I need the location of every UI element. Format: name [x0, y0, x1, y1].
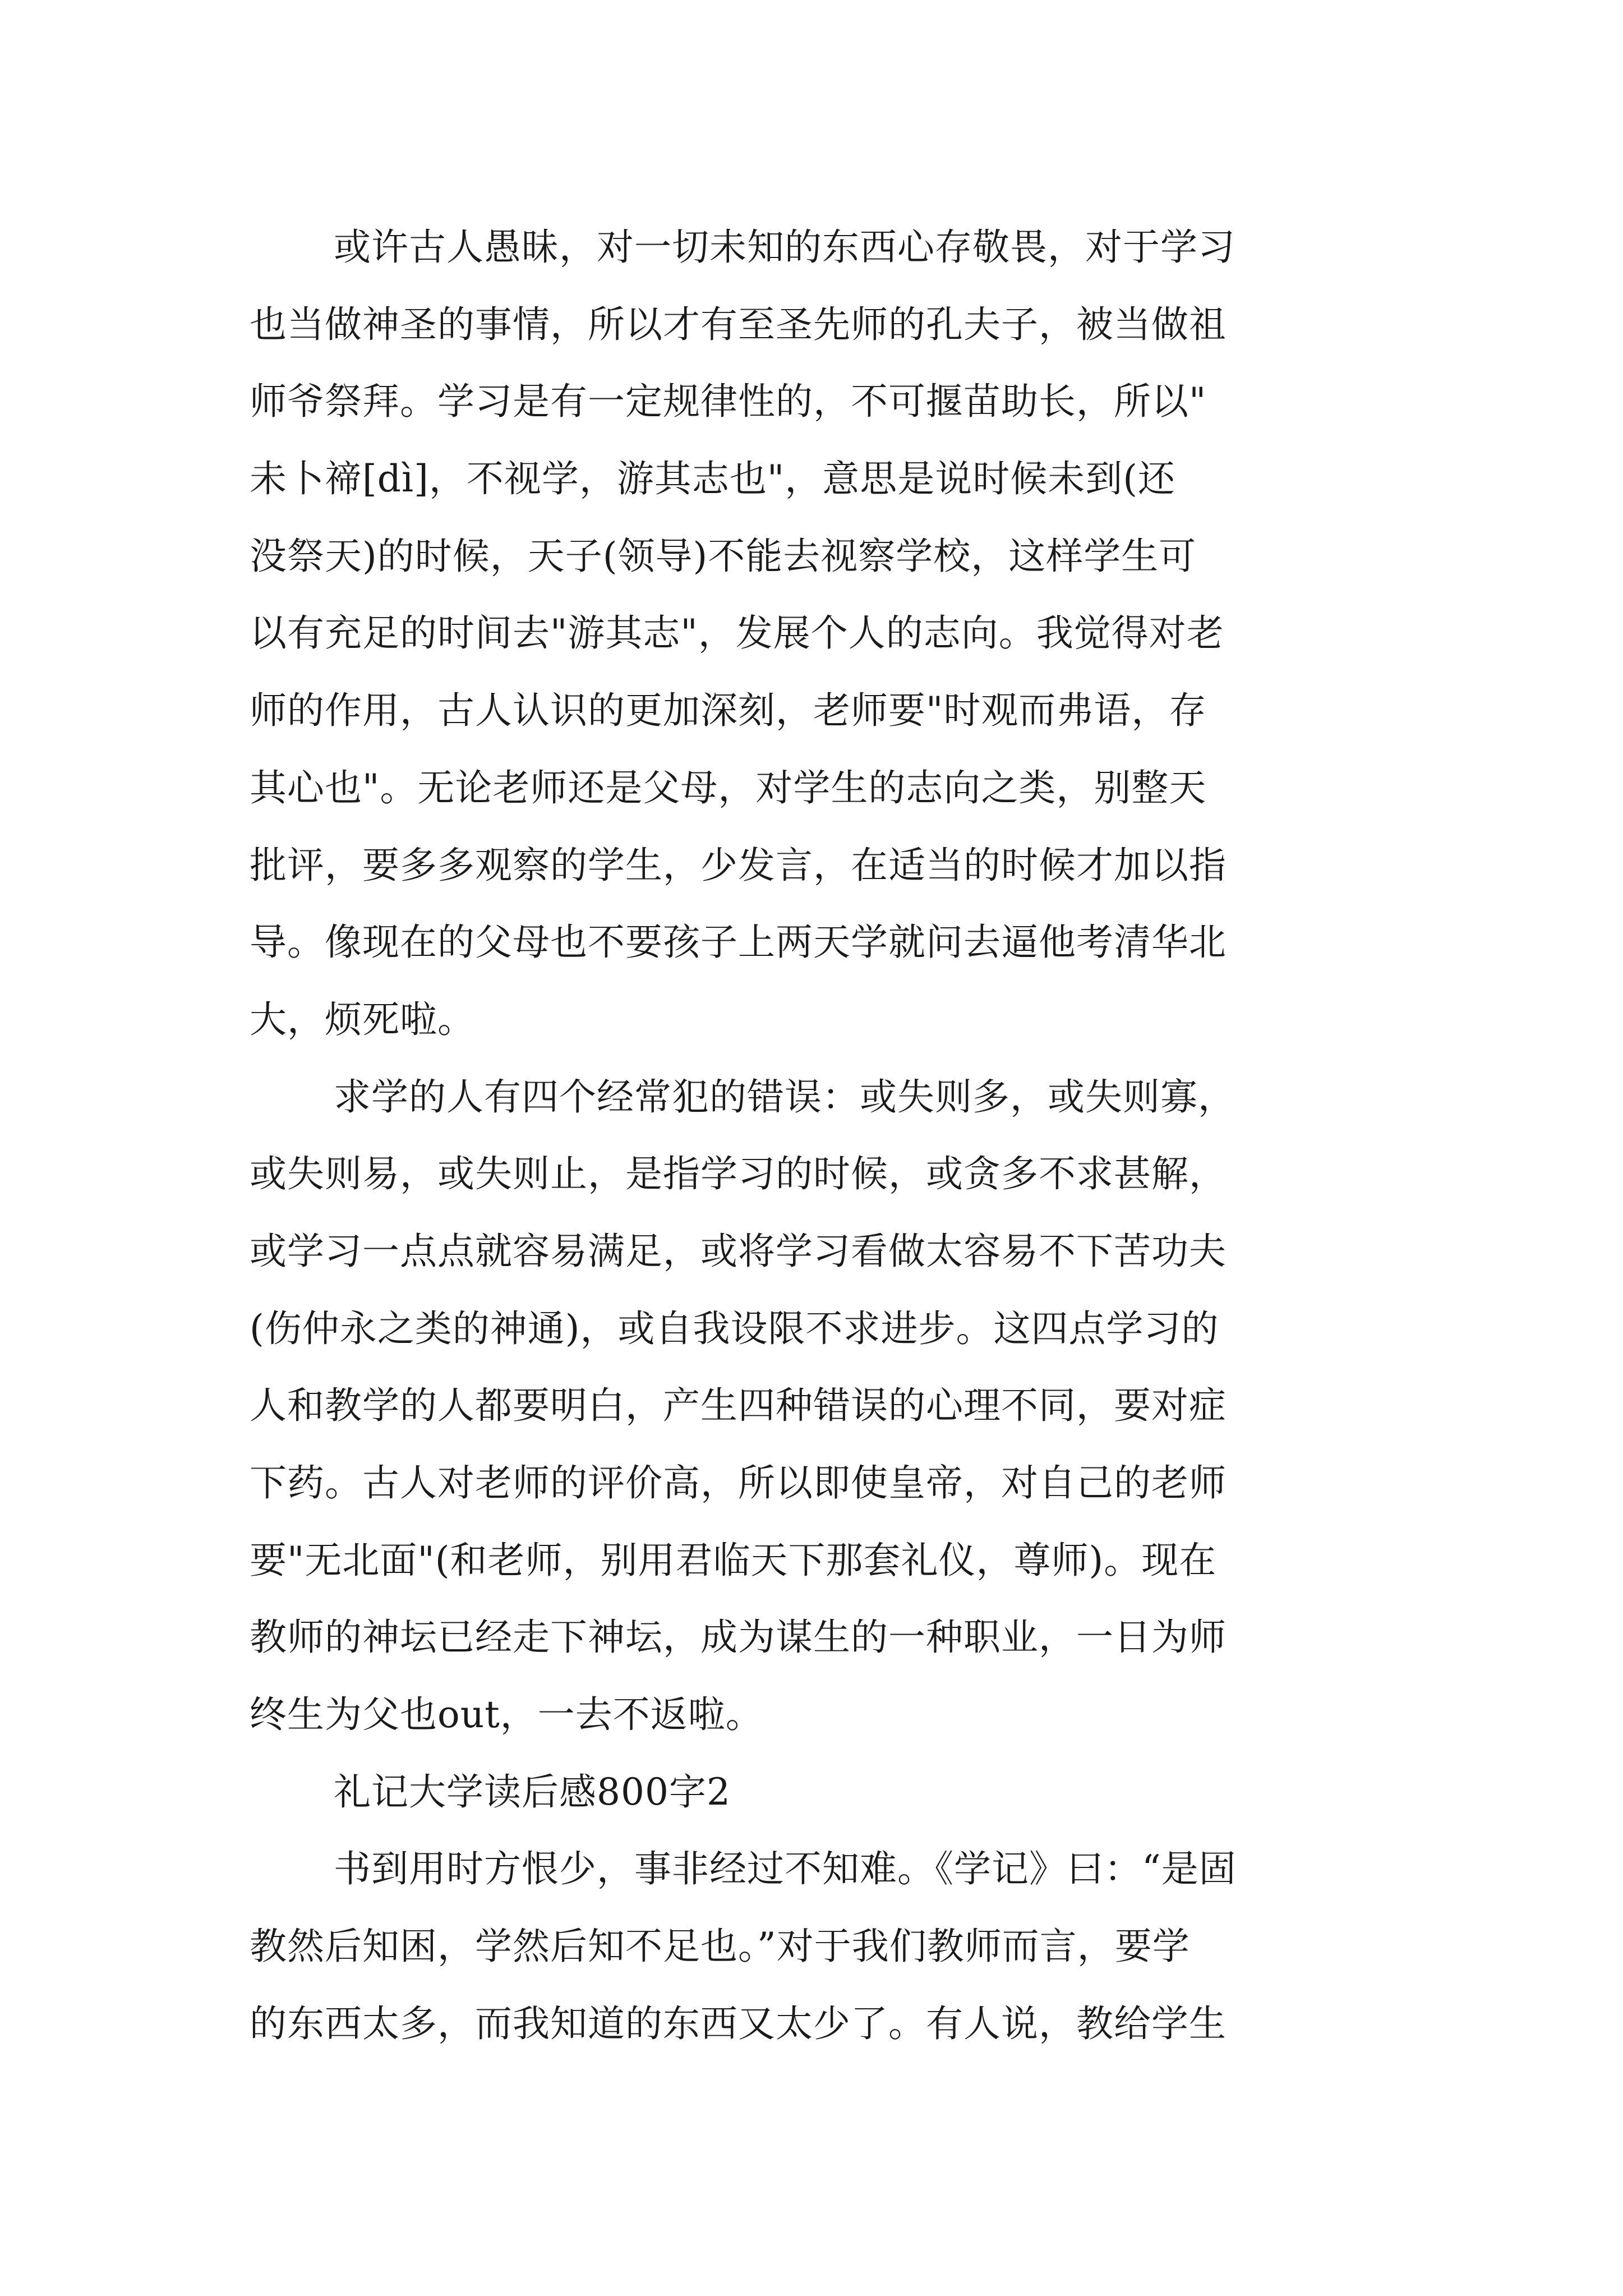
text-line: 下药。古人对老师的评价高，所以即使皇帝，对自己的老师: [250, 1461, 1227, 1504]
text-line: 书到用时方恨少，事非经过不知难。《学记》曰：“是固: [334, 1847, 1237, 1891]
text-line: 人和教学的人都要明白，产生四种错误的心理不同，要对症: [250, 1384, 1227, 1428]
text-line: 批评，要多多观察的学生，少发言，在适当的时候才加以指: [250, 843, 1227, 887]
text-line: 的东西太多，而我知道的东西又太少了。有人说，教给学生: [250, 2001, 1227, 2045]
text-line: 教师的神坛已经走下神坛，成为谋生的一种职业，一日为师: [250, 1616, 1227, 1659]
text-line: 以有充足的时间去"游其志"，发展个人的志向。我觉得对老: [250, 611, 1224, 655]
text-line: 求学的人有四个经常犯的错误：或失则多，或失则寡，: [334, 1075, 1235, 1119]
text-line: 教然后知困，学然后知不足也。”对于我们教师而言，要学: [250, 1925, 1190, 1968]
text-line: 师爷祭拜。学习是有一定规律性的，不可揠苗助长，所以": [250, 380, 1207, 424]
text-line: 要"无北面"(和老师，别用君临天下那套礼仪，尊师)。现在: [250, 1538, 1217, 1582]
text-line: 或学习一点点就容易满足，或将学习看做太容易不下苦功夫: [250, 1229, 1227, 1273]
text-line: 大，烦死啦。: [250, 997, 475, 1041]
text-line: 或失则易，或失则止，是指学习的时候，或贪多不求甚解，: [250, 1152, 1227, 1196]
text-line: 没祭天)的时候，天子(领导)不能去视察学校，这样学生可: [250, 534, 1197, 578]
text-line: 导。像现在的父母也不要孩子上两天学就问去逼他考清华北: [250, 921, 1227, 964]
text-line: 礼记大学读后感800字2: [334, 1770, 731, 1814]
text-line: 终生为父也out，一去不返啦。: [250, 1693, 763, 1737]
document-body: [250, 209, 1377, 2063]
text-line: (伤仲永之类的神通)，或自我设限不求进步。这四点学习的: [250, 1306, 1219, 1350]
text-line: 未卜禘[dì]，不视学，游其志也"，意思是说时候未到(还: [250, 457, 1175, 501]
text-line: 其心也"。无论老师还是父母，对学生的志向之类，别整天: [250, 766, 1207, 809]
text-line: 也当做神圣的事情，所以才有至圣先师的孔夫子，被当做祖: [250, 302, 1227, 346]
text-line: 或许古人愚昧，对一切未知的东西心存敬畏，对于学习: [334, 226, 1235, 269]
text-line: 师的作用，古人认识的更加深刻，老师要"时观而弗语，存: [250, 689, 1207, 733]
